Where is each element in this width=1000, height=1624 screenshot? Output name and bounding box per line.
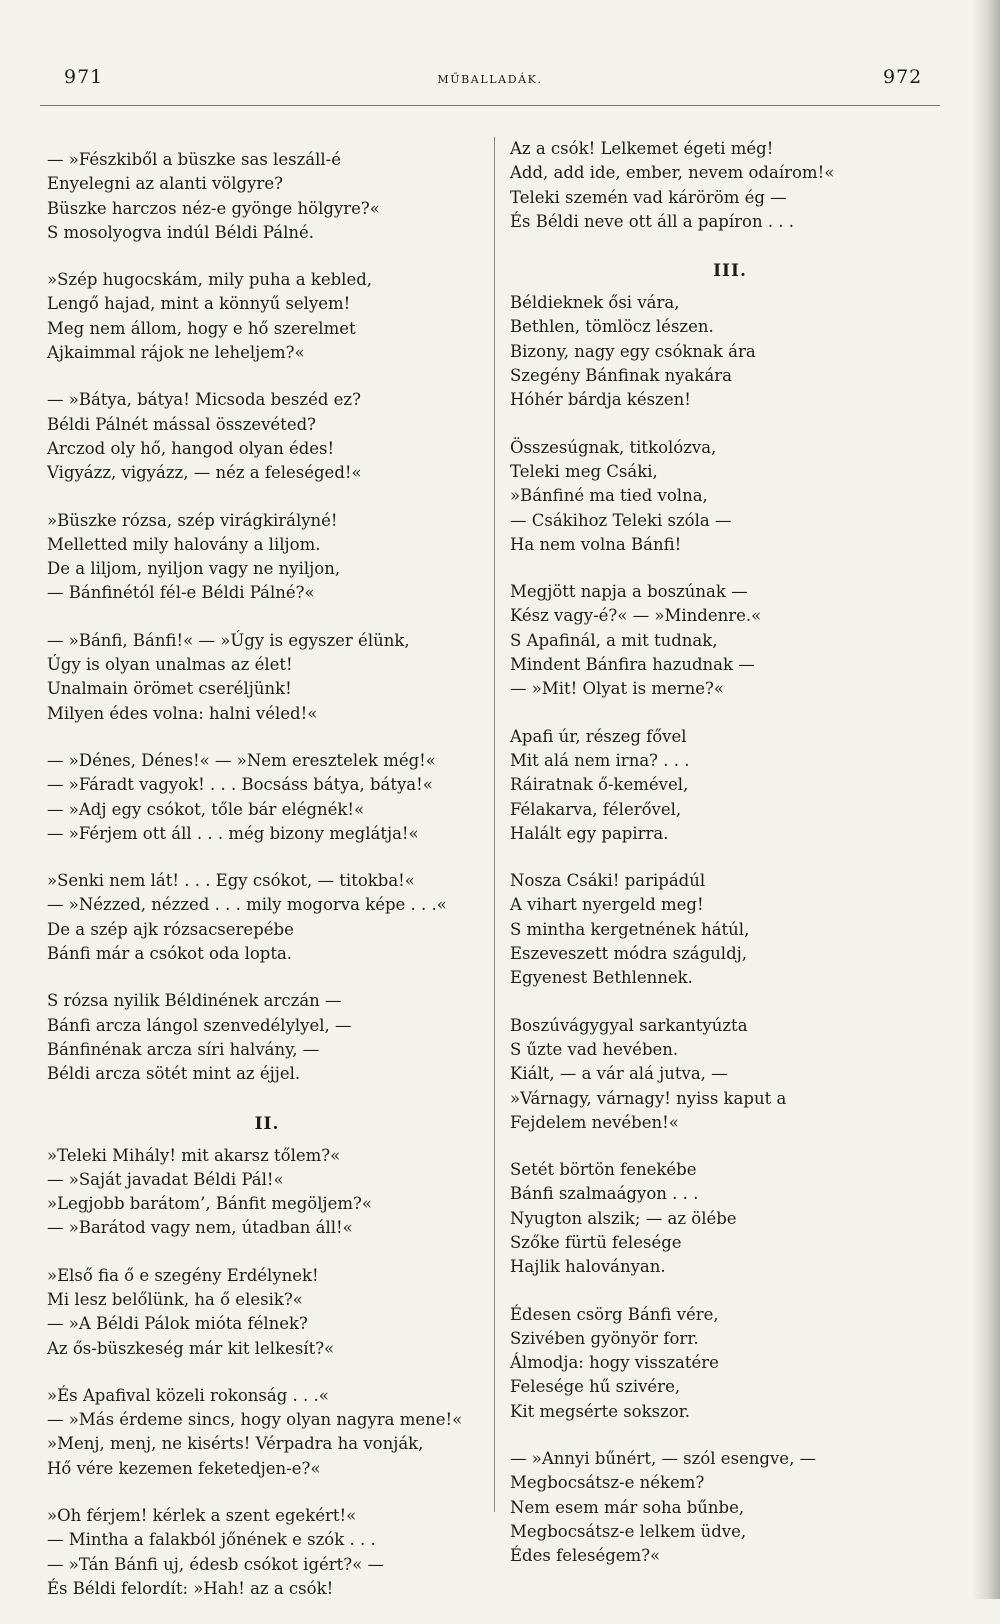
verse-line: »Bánfiné ma tied volna, (510, 486, 708, 506)
verse-line: Álmodja: hogy visszatére (510, 1353, 719, 1373)
verse-line: Úgy is olyan unalmas az élet! (47, 655, 293, 675)
stanza (47, 509, 487, 606)
verse-line: Kit megsérte sokszor. (510, 1401, 691, 1421)
stanza (510, 436, 950, 557)
stanza (47, 388, 487, 485)
stanza (510, 1303, 950, 1424)
stanza (510, 580, 950, 701)
verse-line: Boszúvágygyal sarkantyúzta (510, 1015, 748, 1035)
verse-line: Teleki meg Csáki, (510, 461, 658, 481)
verse-line: De a szép ajk rózsacserepébe (47, 919, 294, 939)
stanza (47, 1144, 487, 1241)
verse-line: Szegény Bánfinak nyakára (510, 366, 732, 386)
verse-line: Halált egy papirra. (510, 823, 669, 843)
verse-line: Mi lesz belőlünk, ha ő elesik?« (47, 1289, 303, 1309)
running-title: MŰBALLADÁK. (437, 73, 543, 86)
verse-line: S mosolyogva indúl Béldi Pálné. (47, 222, 315, 242)
verse-line: — »Férjem ott áll . . . még bizony meglátja!« (47, 823, 419, 843)
verse-line: S mintha kergetnének hátúl, (510, 919, 750, 939)
verse-line: — »Annyi bűnért, — szól esengve, — (510, 1449, 817, 1469)
verse-line: »Senki nem lát! . . . Egy csókot, — titokba!« (47, 871, 415, 891)
verse-line: Édesen csörg Bánfi vére, (510, 1304, 719, 1324)
verse-line: Kész vagy-é?« — »Mindenre.« (510, 606, 762, 626)
stanza (510, 1158, 950, 1279)
stanza (47, 1264, 487, 1361)
verse-line: A vihart nyergeld meg! (510, 895, 704, 915)
verse-line: — Mintha a falakból jőnének e szók . . . (47, 1530, 376, 1550)
stanza (47, 148, 487, 245)
verse-line: Büszke harczos néz-e gyönge hölgyre?« (47, 198, 380, 218)
verse-line: — »Bátya, bátya! Micsoda beszéd ez? (47, 390, 361, 410)
verse-line: »Oh férjem! kérlek a szent egekért!« (47, 1506, 357, 1526)
right-column (510, 137, 950, 1592)
verse-line: — »Nézzed, nézzed . . . mily mogorva képe . . .« (47, 895, 447, 915)
stanza (47, 268, 487, 365)
page-header (0, 66, 1000, 106)
verse-line: Szivében gyönyör forr. (510, 1328, 699, 1348)
verse-line: Milyen édes volna: halni véled!« (47, 703, 318, 723)
verse-line: És Béldi neve ott áll a papíron . . . (510, 211, 795, 231)
verse-line: »Legjobb barátom’, Bánfit megöljem?« (47, 1194, 372, 1214)
verse-line: Felesége hű szivére, (510, 1377, 681, 1397)
verse-line: »Büszke rózsa, szép virágkirályné! (47, 510, 338, 530)
verse-line: Egyenest Bethlennek. (510, 968, 693, 988)
verse-line: Melletted mily halovány a liljom. (47, 534, 321, 554)
stanza (47, 1504, 487, 1601)
verse-line: Hóhér bárdja készen! (510, 390, 691, 410)
verse-line: Összesúgnak, titkolózva, (510, 437, 717, 457)
verse-line: Lengő hajad, mint a könnyű selyem! (47, 294, 351, 314)
verse-line: — Csákihoz Teleki szóla — (510, 510, 732, 530)
verse-line: Béldi arcza sötét mint az éjjel. (47, 1064, 301, 1084)
verse-line: Teleki szemén vad káröröm ég — (510, 187, 787, 207)
stanza (47, 989, 487, 1086)
verse-line: — »Saját javadat Béldi Pál!« (47, 1169, 284, 1189)
verse-line: Nyugton alszik; — az ölébe (510, 1208, 737, 1228)
verse-line: Szőke fürtü felesége (510, 1232, 682, 1252)
verse-line: »És Apafival közeli rokonság . . .« (47, 1385, 329, 1405)
verse-line: Bethlen, tömlöcz lészen. (510, 317, 714, 337)
column-separator (494, 137, 495, 1512)
verse-line: — »Mit! Olyat is merne?« (510, 679, 724, 699)
verse-line: Ajkaimmal rájok ne leheljem?« (47, 343, 305, 363)
verse-line: Mindent Bánfira hazudnak — (510, 655, 755, 675)
verse-line: — »Tán Bánfi uj, édesb csókot igért?« — (47, 1554, 384, 1574)
verse-line: »Teleki Mihály! mit akarsz tőlem?« (47, 1145, 341, 1165)
verse-line: Meg nem állom, hogy e hő szerelmet (47, 318, 356, 338)
verse-line: — »Barátod vagy nem, útadban áll!« (47, 1218, 353, 1238)
verse-line: Bizony, nagy egy csóknak ára (510, 341, 756, 361)
verse-line: Arczod oly hő, hangod olyan édes! (47, 438, 335, 458)
verse-line: — »Adj egy csókot, tőle bár elégnék!« (47, 799, 365, 819)
verse-line: Megbocsátsz-e lelkem üdve, (510, 1521, 747, 1541)
page-number-right: 972 (883, 66, 923, 88)
verse-line: — »Dénes, Dénes!« — »Nem eresztelek még!« (47, 750, 436, 770)
page-number-left: 971 (64, 66, 104, 88)
verse-line: Ráiratnak ő-kemével, (510, 775, 689, 795)
verse-line: Bánfinénak arcza síri halvány, — (47, 1039, 320, 1059)
page-edge-shadow (972, 0, 1000, 1599)
verse-line: Megjött napja a boszúnak — (510, 582, 748, 602)
verse-line: — »A Béldi Pálok mióta félnek? (47, 1314, 308, 1334)
left-column (47, 148, 487, 1624)
stanza (47, 629, 487, 726)
verse-line: Édes feleségem?« (510, 1546, 661, 1566)
verse-line: Az a csók! Lelkemet égeti még! (510, 139, 774, 158)
verse-line: — »Más érdeme sincs, hogy olyan nagyra mene!« (47, 1410, 463, 1430)
verse-line: Az ős-büszkeség már kit lelkesít?« (47, 1338, 335, 1358)
verse-line: Eszeveszett módra száguldj, (510, 944, 747, 964)
verse-line: — »Fáradt vagyok! . . . Bocsáss bátya, bátya!« (47, 775, 433, 795)
section-heading-ii: II. (254, 1113, 280, 1134)
verse-line: »Első fia ő e szegény Erdélynek! (47, 1265, 319, 1285)
verse-line: Nem esem már soha bűnbe, (510, 1497, 745, 1517)
verse-line: Hő vére kezemen feketedjen-e?« (47, 1458, 321, 1478)
stanza (510, 725, 950, 846)
verse-line: Apafi úr, részeg fővel (510, 726, 687, 746)
verse-line: Fejdelem nevében!« (510, 1112, 679, 1132)
verse-line: Hajlik haloványan. (510, 1257, 666, 1277)
verse-line: — Bánfinétól fél-e Béldi Pálné?« (47, 583, 315, 603)
verse-line: De a liljom, nyiljon vagy ne nyiljon, (47, 559, 341, 579)
verse-line: Nosza Csáki! paripádúl (510, 871, 706, 891)
verse-line: S Apafinál, a mit tudnak, (510, 630, 718, 650)
verse-line: Félakarva, félerővel, (510, 799, 682, 819)
verse-line: Béldi Pálnét mással összevéted? (47, 414, 316, 434)
verse-line: Vigyázz, vigyázz, — néz a feleséged!« (47, 463, 362, 483)
verse-line: Bánfi szalmaágyon . . . (510, 1184, 699, 1204)
verse-line: Megbocsátsz-e nékem? (510, 1473, 705, 1493)
stanza (510, 1014, 950, 1135)
verse-line: — »Fészkiből a büszke sas leszáll-é (47, 150, 341, 169)
verse-line: Béldieknek ősi vára, (510, 293, 680, 313)
section-heading-iii: III. (713, 261, 747, 282)
verse-line: Setét börtön fenekébe (510, 1160, 697, 1180)
verse-line: És Béldi felordít: »Hah! az a csók! (47, 1578, 334, 1598)
stanza (47, 869, 487, 966)
verse-line: Unalmain örömet cseréljünk! (47, 679, 292, 699)
verse-line: Add, add ide, ember, nevem odaírom!« (510, 163, 835, 183)
verse-line: S rózsa nyilik Béldinének arczán — (47, 991, 342, 1011)
stanza (510, 869, 950, 990)
verse-line: Mit alá nem irna? . . . (510, 750, 690, 770)
stanza (510, 1447, 950, 1568)
verse-line: Bánfi már a csókot oda lopta. (47, 944, 293, 964)
verse-line: »Várnagy, várnagy! nyiss kaput a (510, 1088, 787, 1108)
verse-line: Ha nem volna Bánfi! (510, 534, 682, 554)
verse-line: Kiált, — a vár alá jutva, — (510, 1064, 728, 1084)
verse-line: »Menj, menj, ne kisérts! Vérpadra ha vonják, (47, 1434, 424, 1454)
verse-line: Bánfi arcza lángol szenvedélylyel, — (47, 1015, 352, 1035)
verse-line: S űzte vad hevében. (510, 1039, 679, 1059)
header-rule (40, 105, 940, 106)
verse-line: Enyelegni az alanti völgyre? (47, 174, 283, 194)
stanza (47, 749, 487, 846)
verse-line: — »Bánfi, Bánfi!« — »Úgy is egyszer élünk, (47, 630, 410, 650)
stanza (510, 137, 950, 234)
verse-line: »Szép hugocskám, mily puha a kebled, (47, 270, 373, 290)
stanza (47, 1384, 487, 1481)
stanza (510, 291, 950, 412)
